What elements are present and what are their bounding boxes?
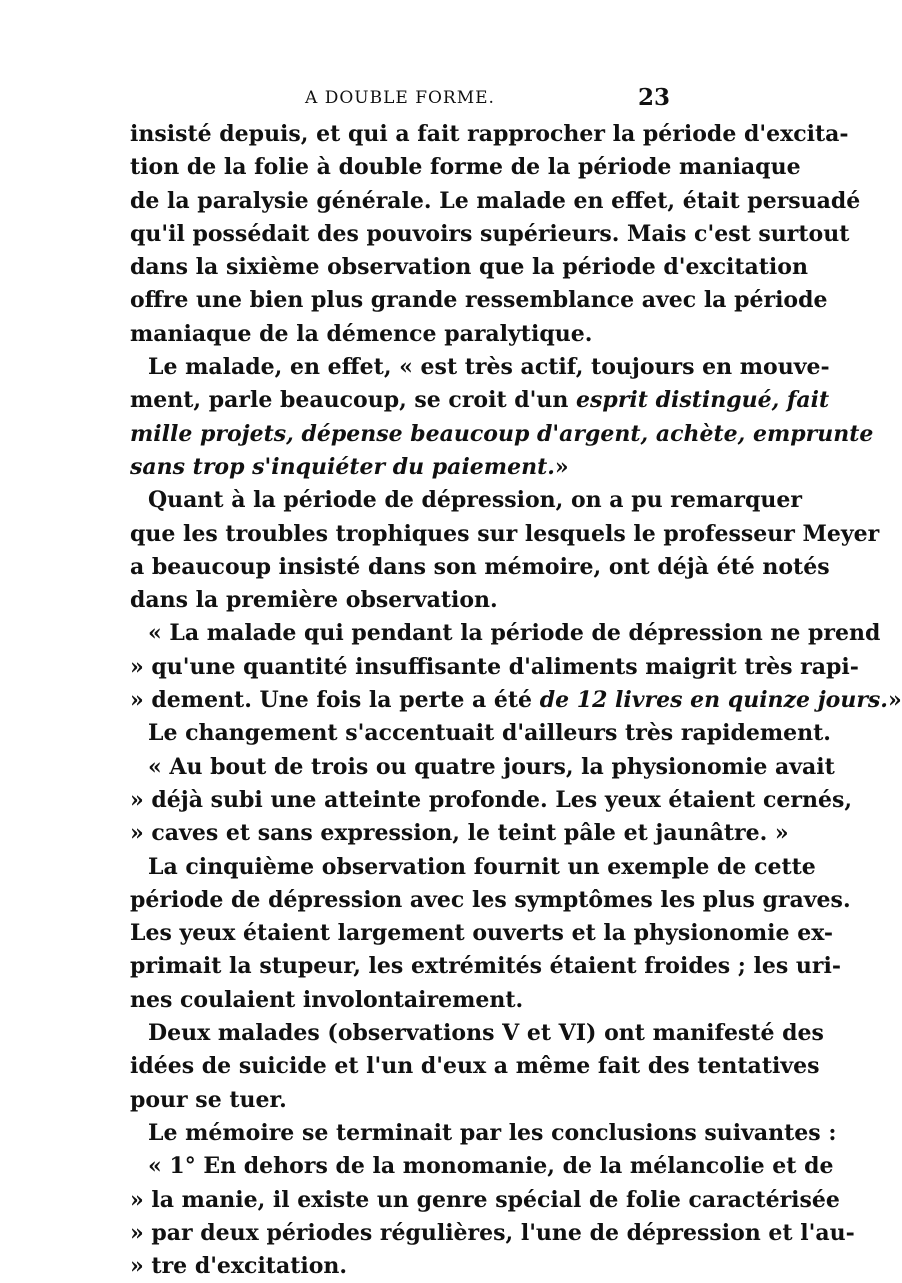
text-segment: » caves et sans expression, le teint pâle et jaunâtre. » (130, 820, 789, 847)
text-segment: primait la stupeur, les extrémités étaient froides ; les uri- (130, 953, 841, 980)
text-segment: » (887, 687, 902, 714)
text-segment: ment, parle beaucoup, se croit d'un (130, 387, 577, 414)
text-line (130, 984, 670, 1017)
text-line (130, 684, 902, 717)
text-line (130, 451, 670, 484)
text-line (130, 1117, 837, 1150)
text-line (130, 384, 830, 417)
text-segment: Le malade, en effet, « est très actif, toujours en mouve- (148, 354, 830, 381)
italic-segment: de 12 livres en quinze jours. (539, 687, 888, 714)
text-line (130, 318, 670, 351)
text-line (130, 1084, 670, 1117)
running-title: A DOUBLE FORME. (305, 88, 495, 108)
text-segment: Quant à la période de dépression, on a pu remarquer (148, 487, 802, 514)
text-segment: période de dépression avec les symptômes les plus graves. (130, 886, 851, 913)
text-segment: » par deux périodes régulières, l'une de dépression et l'au- (130, 1219, 855, 1246)
text-line (130, 917, 834, 950)
text-segment: » qu'une quantité insuffisante d'aliments maigrit très rapi- (130, 653, 859, 680)
text-line (130, 584, 670, 617)
text-line (130, 617, 881, 650)
text-line (130, 784, 852, 817)
page-number: 23 (637, 84, 670, 111)
text-segment: La cinquième observation fournit un exemple de cette (148, 853, 816, 880)
text-line (130, 751, 835, 784)
text-line (130, 1217, 855, 1250)
text-line (130, 484, 802, 517)
text-line (130, 884, 851, 917)
text-line (130, 817, 789, 850)
italic-segment: mille projets, dépense beaucoup d'argent, achète, emprunte (130, 420, 874, 447)
text-line (130, 717, 831, 750)
text-segment: idées de suicide et l'un d'eux a même fait des tentatives (130, 1053, 820, 1080)
text-segment: Le mémoire se terminait par les conclusions suivantes : (148, 1119, 837, 1146)
text-line (130, 1050, 820, 1083)
text-segment: tion de la folie à double forme de la période maniaque (130, 154, 801, 181)
italic-segment: esprit distingué, fait (576, 387, 830, 414)
text-segment: insisté depuis, et qui a fait rapprocher la période d'excita- (130, 121, 849, 147)
text-line (130, 950, 841, 983)
text-segment: « 1° En dehors de la monomanie, de la mélancolie et de (148, 1153, 834, 1180)
text-segment: « Au bout de trois ou quatre jours, la physionomie avait (148, 753, 835, 780)
running-header (130, 84, 670, 118)
text-segment: » (554, 453, 569, 480)
text-line (130, 551, 830, 584)
text-line (130, 851, 816, 884)
text-segment: » déjà subi une atteinte profonde. Les yeux étaient cernés, (130, 786, 852, 813)
text-segment: » tre d'excitation. (130, 1253, 348, 1280)
text-segment: Deux malades (observations V et VI) ont manifesté des (148, 1020, 824, 1047)
text-segment: dans la première observation. (130, 587, 498, 614)
text-segment: » la manie, il existe un genre spécial de folie caractérisée (130, 1186, 840, 1213)
text-line (130, 118, 849, 151)
text-line (130, 351, 830, 384)
body-text (130, 118, 902, 1283)
text-segment: pour se tuer. (130, 1086, 287, 1113)
text-line (130, 284, 828, 317)
text-line (130, 1150, 834, 1183)
text-line (130, 518, 880, 551)
text-line (130, 185, 861, 218)
text-line (130, 651, 859, 684)
text-segment: Les yeux étaient largement ouverts et la physionomie ex- (130, 920, 834, 947)
text-line (130, 1184, 840, 1217)
text-line (130, 151, 801, 184)
text-segment: nes coulaient involontairement. (130, 986, 524, 1013)
text-segment: « La malade qui pendant la période de dépression ne prend (148, 620, 881, 647)
text-segment: dans la sixième observation que la période d'excitation (130, 254, 808, 281)
text-line (130, 218, 850, 251)
italic-segment: sans trop s'inquiéter du paiement. (130, 453, 555, 480)
text-line (130, 251, 808, 284)
text-segment: maniaque de la démence paralytique. (130, 320, 593, 347)
text-segment: que les troubles trophiques sur lesquels le professeur Meyer (130, 520, 880, 547)
text-segment: Le changement s'accentuait d'ailleurs très rapidement. (148, 720, 831, 747)
text-segment: a beaucoup insisté dans son mémoire, ont déjà été notés (130, 553, 830, 580)
text-segment: de la paralysie générale. Le malade en effet, était persuadé (130, 187, 861, 214)
text-segment: qu'il possédait des pouvoirs supérieurs. Mais c'est surtout (130, 220, 850, 247)
text-segment: » dement. Une fois la perte a été (130, 687, 540, 714)
text-segment: offre une bien plus grande ressemblance avec la période (130, 287, 828, 314)
text-line (130, 418, 874, 451)
text-line (130, 1017, 824, 1050)
text-line (130, 1250, 670, 1283)
